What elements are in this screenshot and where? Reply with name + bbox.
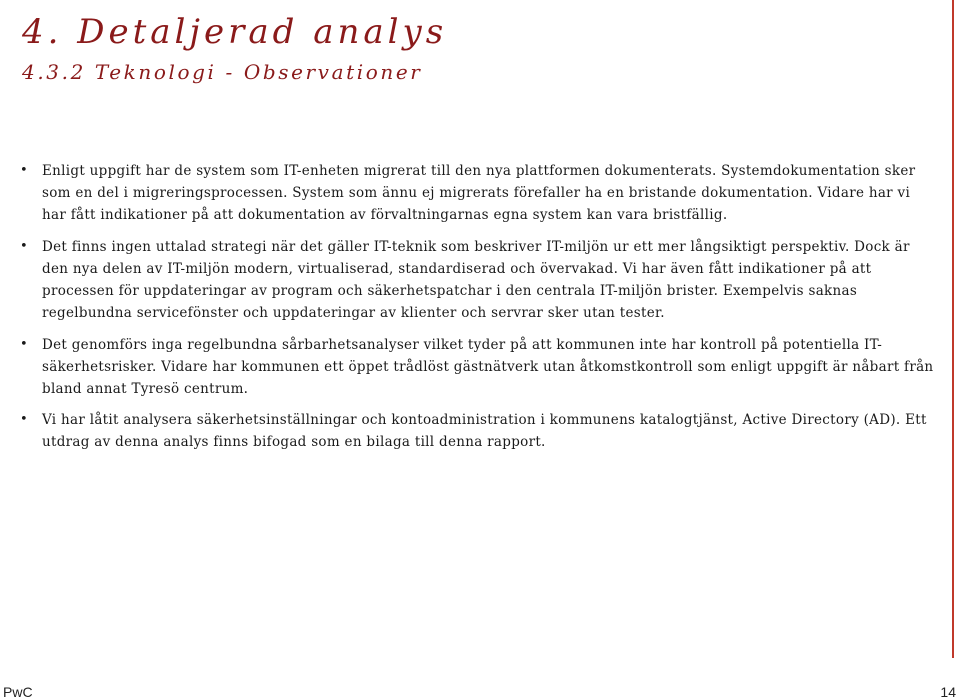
list-item-text: Det finns ingen uttalad strategi när det gäller IT-teknik som beskriver IT-miljön ur ett mer långsiktigt perspektiv. Dock är den nya delen av IT-miljön modern, virtualiserad, standardiserad och övervakad. Vi har även fått indikationer på att processen för uppdateringar av program och säkerhetspatchar i den centrala IT-miljön brister. Exempelvis saknas regelbundna servicefönster och uppdateringar av klienter och servrar sker utan tester. [42,239,910,321]
section-subtitle: 4.3.2 Teknologi - Observationer [22,60,423,84]
list-item [20,236,938,324]
page-title: 4. Detaljerad analys [22,12,448,52]
footer-brand: PwC [3,684,33,700]
observation-list [20,160,938,453]
bullet-icon: • [20,239,28,254]
bullet-icon: • [20,163,28,178]
list-item [20,409,938,453]
list-item-text: Vi har låtit analysera säkerhetsinställningar och kontoadministration i kommunens katalogtjänst, Active Directory (AD). Ett utdrag av denna analys finns bifogad som en bilaga till denna rapport. [42,412,927,450]
list-item [20,160,938,226]
right-edge-rule [952,0,954,658]
bullet-icon: • [20,412,28,427]
list-item-text: Enligt uppgift har de system som IT-enheten migrerat till den nya plattformen dokumenterats. Systemdokumentation sker som en del i migreringsprocessen. System som ännu ej migrerats förefaller ha en bristande dokumentation. Vidare har vi har fått indikationer på att dokumentation av förvaltningarnas egna system kan vara bristfällig. [42,163,916,223]
list-item-text: Det genomförs inga regelbundna sårbarhetsanalyser vilket tyder på att kommunen inte har kontroll på potentiella IT-säkerhetsrisker. Vidare har kommunen ett öppet trådlöst gästnätverk utan åtkomstkontroll som enligt uppgift är nåbart från bland annat Tyresö centrum. [42,337,934,397]
bullet-icon: • [20,337,28,352]
page-number: 14 [940,684,956,700]
list-item [20,334,938,400]
